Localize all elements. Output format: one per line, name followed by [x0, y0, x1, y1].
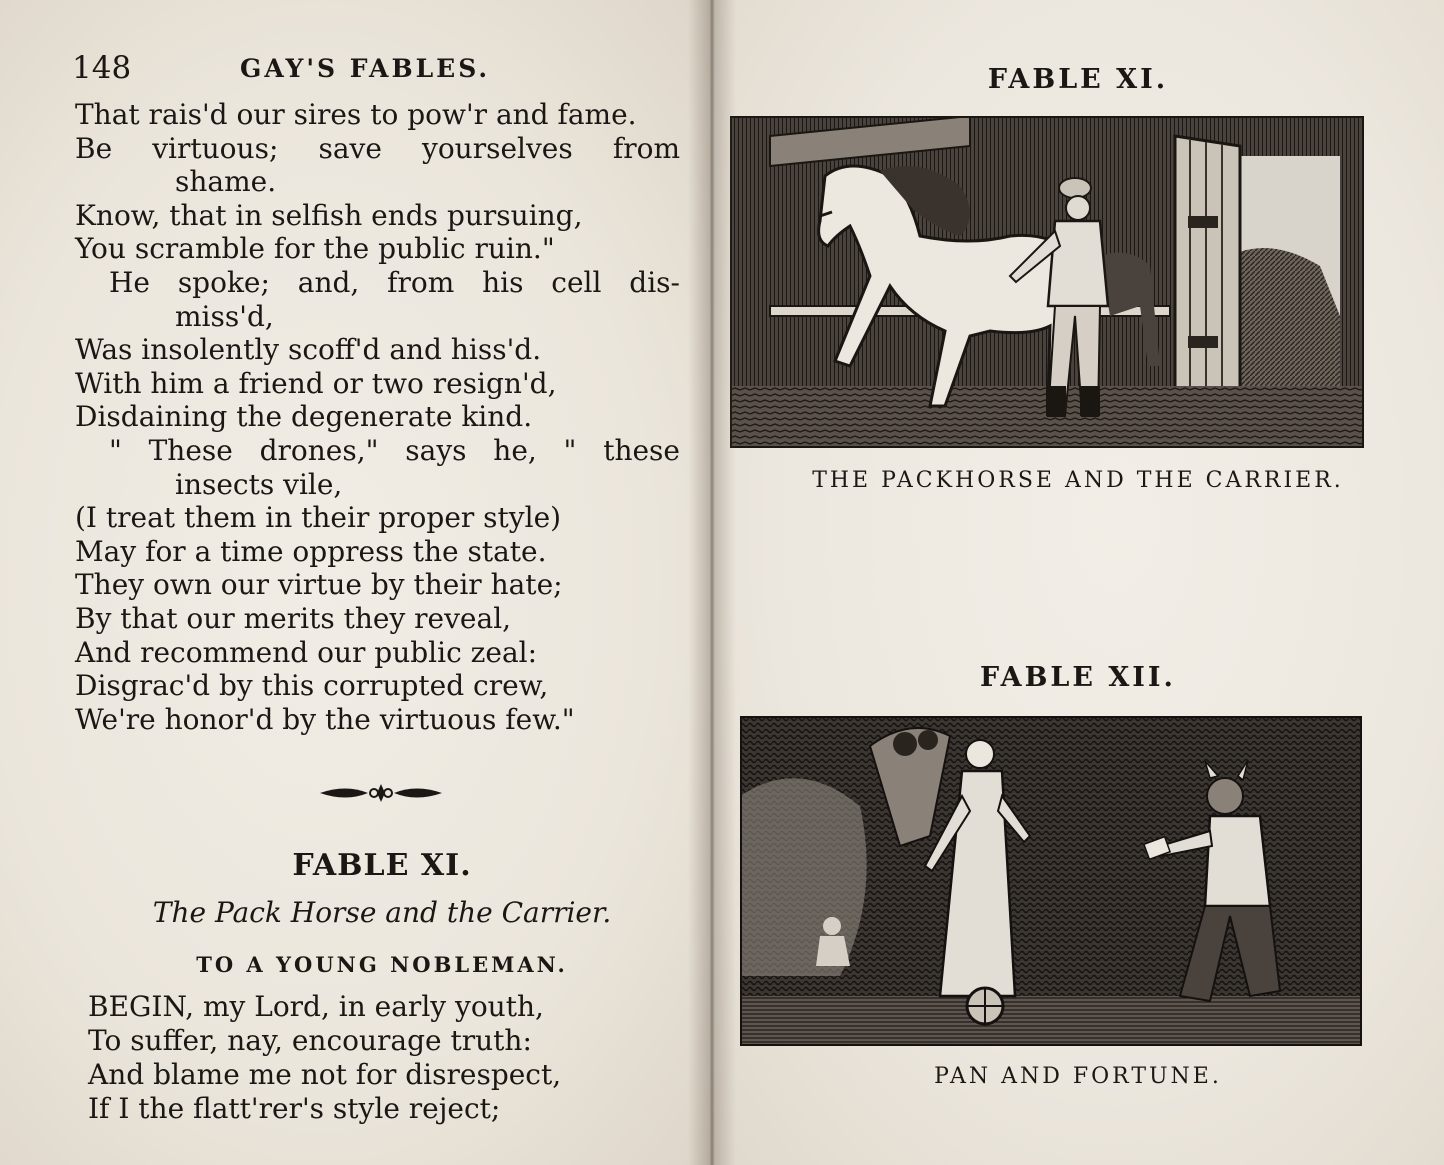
poem-line: Know, that in selfish ends pursuing,	[75, 198, 583, 232]
plate-title-fable-xi: FABLE XI.	[987, 64, 1169, 95]
poem-line: They own our virtue by their hate;	[75, 568, 563, 602]
poem-line: He spoke; and, from his cell dis-	[109, 265, 680, 299]
page-header	[72, 50, 672, 86]
poem	[75, 98, 680, 736]
poem-line: BEGIN, my Lord, in early youth,	[88, 990, 544, 1023]
poem-line: insects vile,	[175, 467, 343, 501]
poem-line: " These drones," says he, " these	[109, 433, 680, 467]
book-gutter	[688, 0, 736, 1165]
poem-line: Be virtuous; save yourselves from	[75, 131, 680, 165]
running-head: GAY'S FABLES.	[240, 54, 491, 83]
poem-line: With him a friend or two resign'd,	[75, 366, 557, 400]
poem-line: We're honor'd by the virtuous few."	[75, 702, 575, 736]
fable-title: FABLE XI.	[292, 848, 472, 883]
poem-line: shame.	[175, 165, 277, 199]
poem-line: miss'd,	[175, 299, 274, 333]
poem-line: That rais'd our sires to pow'r and fame.	[75, 98, 637, 131]
poem-line: May for a time oppress the state.	[75, 534, 547, 568]
poem-line: Was insolently scoff'd and hiss'd.	[75, 333, 542, 367]
right-page	[712, 0, 1444, 1165]
page-number: 148	[72, 50, 132, 86]
poem-continued	[88, 990, 648, 1126]
fable-subtitle: The Pack Horse and the Carrier.	[152, 896, 612, 929]
poem-line: If I the flatt'rer's style reject;	[88, 1092, 501, 1125]
poem-line: And recommend our public zeal:	[75, 635, 538, 669]
plate-caption-packhorse: THE PACKHORSE AND THE CARRIER.	[812, 468, 1344, 493]
left-page	[0, 0, 712, 1165]
pan-and-fortune-engraving	[740, 716, 1362, 1046]
poem-line: You scramble for the public ruin."	[75, 232, 555, 266]
poem-line: To suffer, nay, encourage truth:	[88, 1024, 532, 1057]
poem-line: And blame me not for disrespect,	[88, 1058, 562, 1091]
packhorse-carrier-engraving	[730, 116, 1364, 448]
plate-title-fable-xii: FABLE XII.	[980, 662, 1176, 693]
poem-line: (I treat them in their proper style)	[75, 501, 562, 535]
dedication: TO A YOUNG NOBLEMAN.	[196, 952, 568, 977]
ornament-divider	[316, 778, 446, 808]
poem-line: By that our merits they reveal,	[75, 601, 512, 635]
poem-line: Disdaining the degenerate kind.	[75, 400, 533, 434]
plate-caption-pan-fortune: PAN AND FORTUNE.	[934, 1064, 1222, 1089]
poem-line: Disgrac'd by this corrupted crew,	[75, 669, 549, 703]
